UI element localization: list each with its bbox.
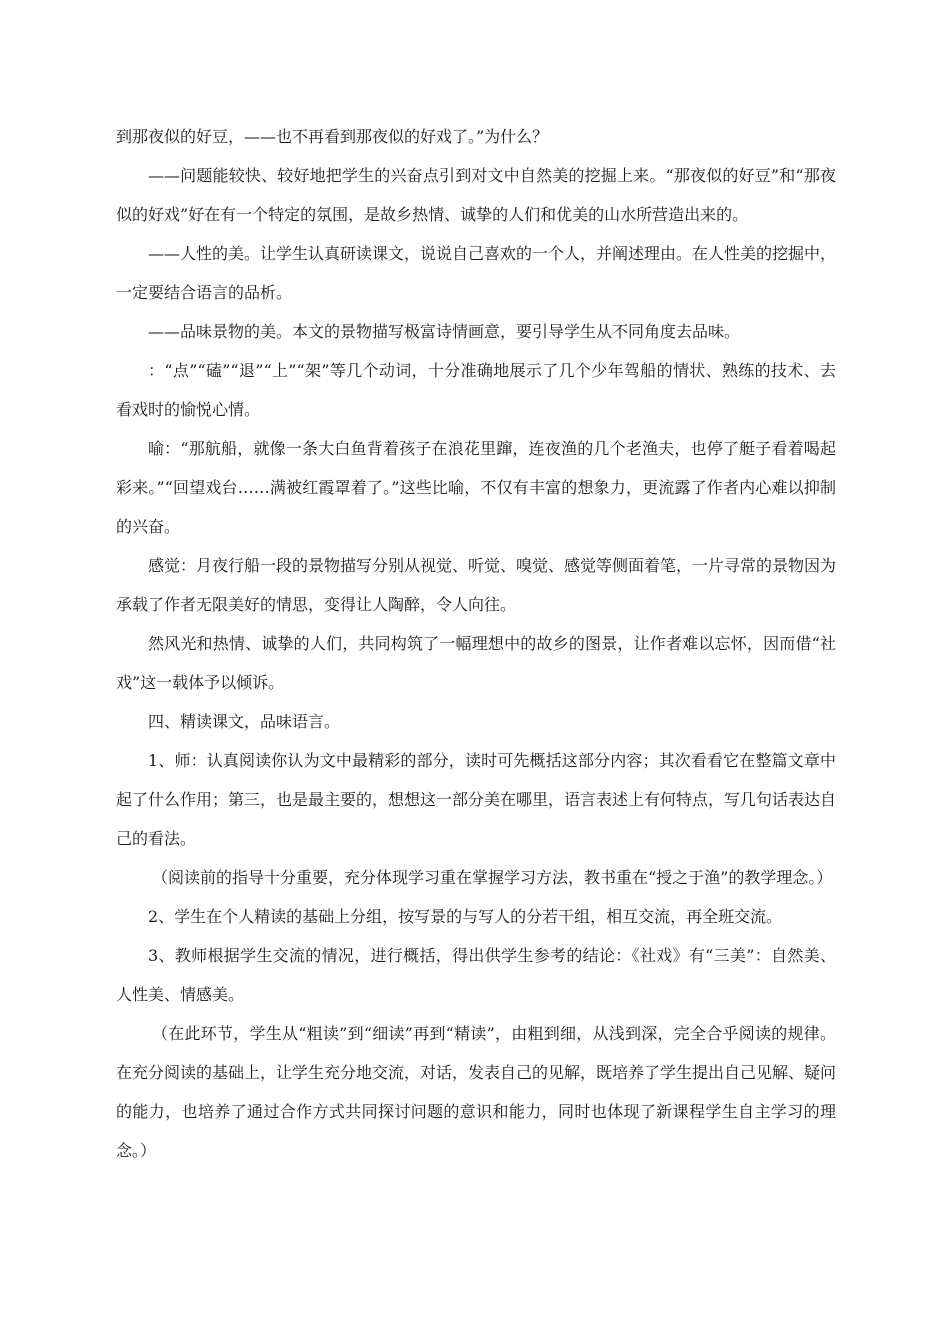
paragraph-verbs: ：“点”“磕”“退”“上”“架”等几个动词，十分准确地展示了几个少年驾船的情状、熟练的技术、去看戏时的愉悦心情。 — [116, 361, 836, 419]
paragraph-continuation: 到那夜似的好豆，——也不再看到那夜似的好戏了。”为什么？ — [116, 127, 549, 146]
paragraph-scenery-beauty: ——品味景物的美。本文的景物描写极富诗情画意，要引导学生从不同角度去品味。 — [148, 322, 741, 341]
paragraph-step-3: 3、教师根据学生交流的情况，进行概括，得出供学生参考的结论：《社戏》有“三美”：自然美、人性美、情感美。 — [116, 946, 836, 1004]
paragraph-natural-beauty: ——问题能较快、较好地把学生的兴奋点引到对文中自然美的挖掘上来。“那夜似的好豆”和“那夜似的好戏”好在有一个特定的氛围，是故乡热情、诚挚的人们和优美的山水所营造出来的。 — [116, 166, 836, 224]
paragraph-summary: 然风光和热情、诚挚的人们，共同构筑了一幅理想中的故乡的图景，让作者难以忘怀，因而借“社戏”这一载体予以倾诉。 — [116, 634, 836, 692]
paragraph-note-2: （在此环节，学生从“粗读”到“细读”再到“精读”，由粗到细，从浅到深，完全合乎阅读的规律。在充分阅读的基础上，让学生充分地交流，对话，发表自己的见解，既培养了学生提出自己见解、疑问的能力，也培养了通过合作方式共同探讨问题的意识和能力，同时也体现了新课程学生自主学习的理念。） — [116, 1024, 837, 1160]
section-heading-4: 四、精读课文，品味语言。 — [148, 712, 341, 731]
paragraph-step-1: 1、师：认真阅读你认为文中最精彩的部分，读时可先概括这部分内容；其次看看它在整篇文章中起了什么作用；第三，也是最主要的，想想这一部分美在哪里，语言表述上有何特点，写几句话表达自己的看法。 — [116, 751, 837, 848]
document-body — [116, 117, 836, 1170]
paragraph-step-2: 2、学生在个人精读的基础上分组，按写景的与写人的分若干组，相互交流，再全班交流。 — [148, 907, 783, 926]
paragraph-metaphor: 喻：“那航船，就像一条大白鱼背着孩子在浪花里蹿，连夜渔的几个老渔夫，也停了艇子看着喝起彩来。”“回望戏台……满被红霞罩着了。”这些比喻，不仅有丰富的想象力，更流露了作者内心难以抑制的兴奋。 — [116, 439, 836, 536]
paragraph-senses: 感觉：月夜行船一段的景物描写分别从视觉、听觉、嗅觉、感觉等侧面着笔，一片寻常的景物因为承载了作者无限美好的情思，变得让人陶醉，令人向往。 — [116, 556, 837, 614]
paragraph-human-beauty: ——人性的美。让学生认真研读课文，说说自己喜欢的一个人，并阐述理由。在人性美的挖掘中，一定要结合语言的品析。 — [116, 244, 837, 302]
paragraph-note-1: （阅读前的指导十分重要，充分体现学习重在掌握学习方法，教书重在“授之于渔”的教学理念。） — [152, 868, 833, 887]
